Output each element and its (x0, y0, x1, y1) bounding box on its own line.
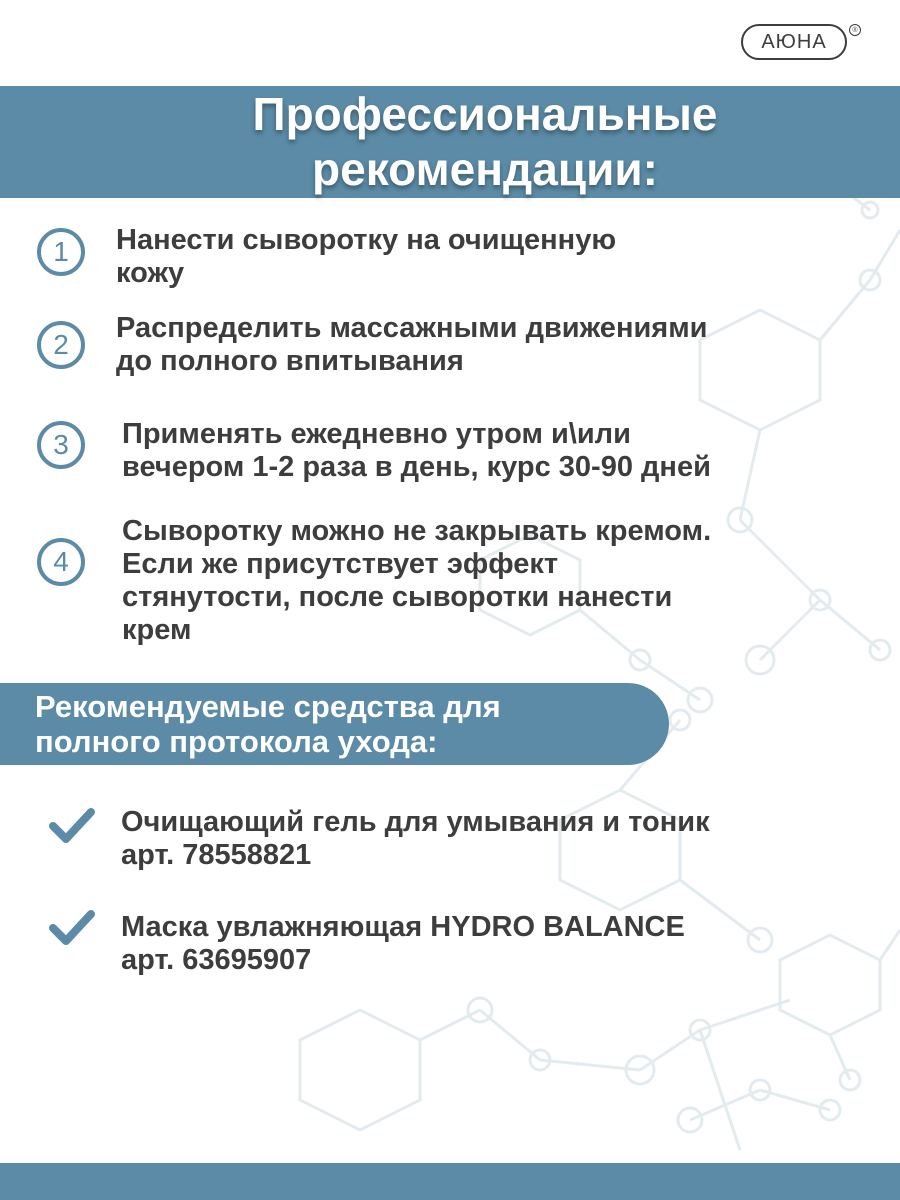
step-4-line-4: крем (122, 614, 192, 646)
step-2-text (116, 312, 707, 378)
step-1-line-1: Нанести сыворотку на очищенную (116, 224, 617, 256)
step-2-line-1: Распределить массажными движениями (116, 312, 708, 344)
recommended-item-1-line-2: арт. 78558821 (121, 839, 312, 871)
step-3-line-2: вечером 1-2 раза в день, курс 30-90 дней (122, 451, 711, 483)
recommended-item-1-line-1: Очищающий гель для умывания и тоник (121, 806, 710, 838)
step-2-line-2: до полного впитывания (116, 345, 464, 377)
step-1-text (116, 224, 616, 290)
step-4-text (122, 515, 711, 647)
step-2-number-icon: 2 (37, 321, 85, 369)
step-4-line-1: Сыворотку можно не закрывать кремом. (122, 515, 712, 547)
checkmark-icon (48, 908, 96, 948)
step-3-line-1: Применять ежедневно утром и\или (122, 418, 631, 450)
step-4-number-icon: 4 (37, 538, 85, 586)
checkmark-icon (48, 806, 96, 846)
step-3-text (122, 418, 711, 484)
registered-mark (849, 24, 861, 36)
recommended-item-1 (121, 806, 710, 872)
step-1-number-icon: 1 (37, 228, 85, 276)
recommended-title-line-1: Рекомендуемые средства для (35, 689, 501, 724)
step-4-line-3: стянутости, после сыворотки нанести (122, 581, 673, 613)
registered-mark-symbol: ® (852, 26, 858, 34)
page-title-line-1: Профессиональные (252, 87, 718, 140)
step-1-line-2: кожу (116, 257, 185, 289)
recommended-item-2 (121, 911, 685, 977)
recommended-section-header (0, 683, 669, 765)
recommended-title-line-2: полного протокола ухода: (35, 724, 438, 759)
step-4-line-2: Если же присутствует эффект (122, 548, 559, 580)
step-3-number-icon: 3 (37, 421, 85, 469)
header-band (0, 86, 900, 198)
page-title-line-2: рекомендации: (312, 143, 658, 195)
recommended-item-2-line-2: арт. 63695907 (121, 944, 312, 976)
recommended-item-2-line-1: Маска увлажняющая HYDRO BALANCE (121, 911, 685, 943)
footer-band (0, 1163, 900, 1200)
brand-logo: АЮНА (741, 24, 847, 60)
